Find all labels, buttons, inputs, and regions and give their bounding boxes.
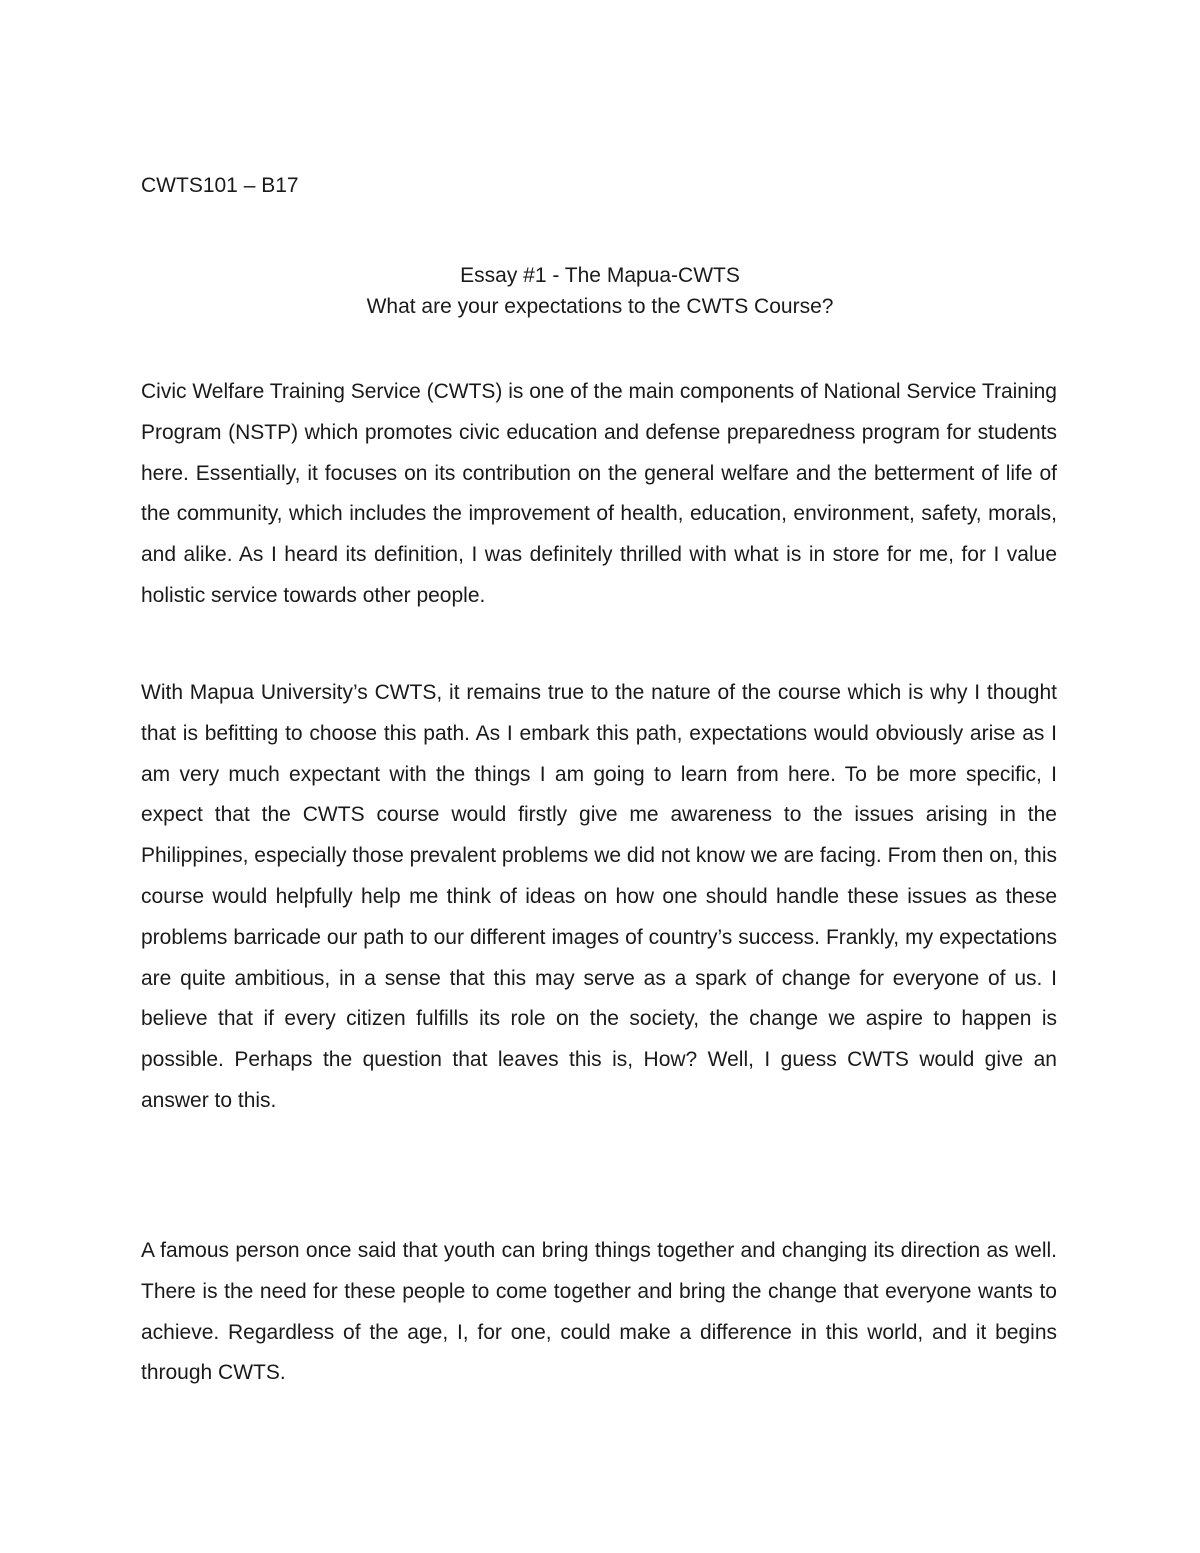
- essay-title: Essay #1 - The Mapua-CWTS: [460, 264, 740, 287]
- paragraph-1: Civic Welfare Training Service (CWTS) is one of the main components of National Service Training Program (NSTP) which promotes civic education and defense preparedness program for students here. Essentially, it focuses on its contribution on the general welfare and the betterment of life of the community, which includes the improvement of health, education, environment, safety, morals, and alike. As I heard its definition, I was definitely thrilled with what is in store for me, for I value holistic service towards other people.: [141, 380, 1057, 607]
- course-code: CWTS101 – B17: [141, 174, 299, 197]
- title-block: [141, 260, 1059, 322]
- paragraph-3: A famous person once said that youth can bring things together and changing its direction as well. There is the need for these people to come together and bring the change that everyone wants to achieve. Regardless of the age, I, for one, could make a difference in this world, and it begins through CWTS.: [141, 1239, 1057, 1385]
- paragraph-2: With Mapua University’s CWTS, it remains true to the nature of the course which is why I thought that is befitting to choose this path. As I embark this path, expectations would obviously arise as I am very much expectant with the things I am going to learn from here. To be more specific, I expect that the CWTS course would firstly give me awareness to the issues arising in the Philippines, especially those prevalent problems we did not know we are facing. From then on, this course would helpfully help me think of ideas on how one should handle these issues as these problems barricade our path to our different images of country’s success. Frankly, my expectations are quite ambitious, in a sense that this may serve as a spark of change for everyone of us. I believe that if every citizen fulfills its role on the society, the change we aspire to happen is possible. Perhaps the question that leaves this is, How? Well, I guess CWTS would give an answer to this.: [141, 681, 1057, 1112]
- essay-question: What are your expectations to the CWTS Course?: [366, 295, 834, 318]
